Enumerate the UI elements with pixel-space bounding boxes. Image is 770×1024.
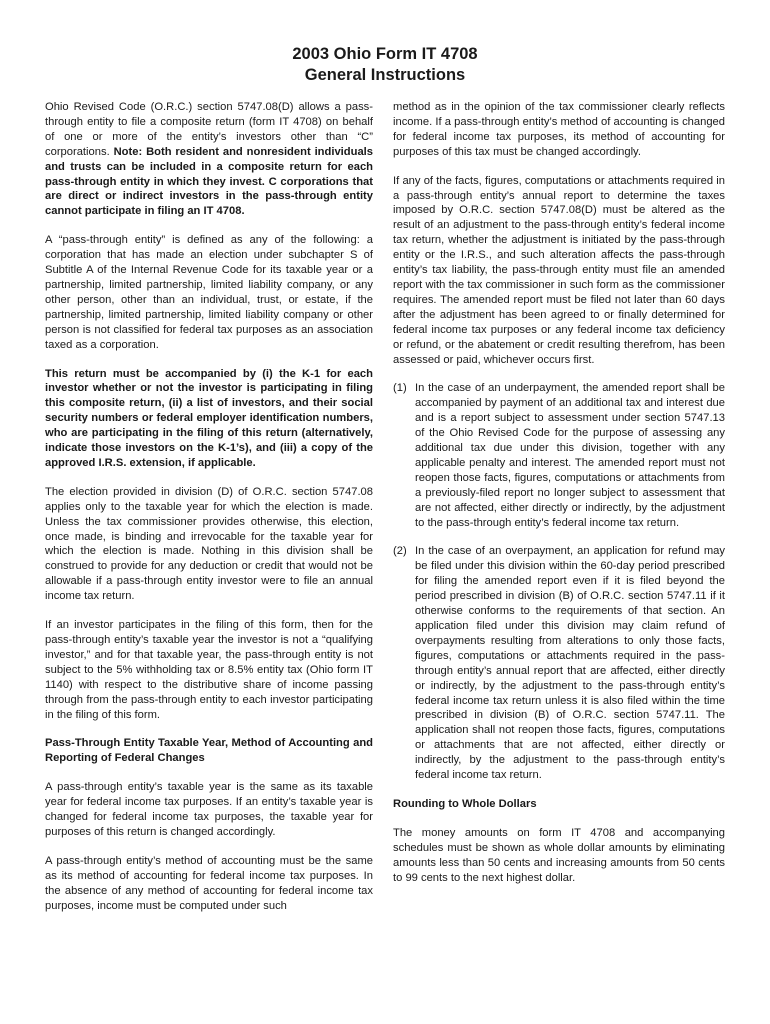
list-number: (1) xyxy=(393,382,407,395)
list-number: (2) xyxy=(393,545,407,558)
paragraph-method-continued: method as in the opinion of the tax commissioner clearly reflects income. If a pass-through entity’s method of accounting is changed for federal income tax purposes, its method of accounting for purposes of this tax must be changed accordingly. xyxy=(393,101,725,158)
paragraph-note: Note: Both resident and nonresident individuals and trusts can be included in a composite return for each pass-through entity in which they invest. C corporations that are direct or indirect investors in the pass-through entity cannot participate in filing an IT 4708. xyxy=(45,145,374,218)
list-item-underpayment xyxy=(393,381,725,530)
paragraph-qualifying-investor: If an investor participates in the filing of this form, then for the pass-through entity’s taxable year the investor is not a “qualifying investor,” and for that taxable year, the pass-through entity is not subject to the 5% withholding tax or 8.5% entity tax (Ohio form IT 1140) with respect to the distributive share of income passing through from the pass-through entity to each investor participating in the filing of this form. xyxy=(45,619,373,721)
paragraph-required-attachments: This return must be accompanied by (i) the K-1 for each investor whether or not the investor is participating in filing this composite return, (ii) a list of investors, and their social security numbers or federal employer identification numbers, who are participating in the filing of this return (alternatively, indicate those investors on the K-1’s), and (iii) a copy of the approved I.R.S. extension, if applicable. xyxy=(45,367,373,469)
section-heading-rounding: Rounding to Whole Dollars xyxy=(393,797,537,810)
paragraph-taxable-year: A pass-through entity’s taxable year is the same as its taxable year for federal income tax purposes. If an entity’s taxable year is changed for federal income tax purposes, the taxable year for purposes of this return is changed accordingly. xyxy=(45,781,373,838)
paragraph-amended-report: If any of the facts, figures, computations or attachments required in a pass-through entity’s annual report to determine the taxes imposed by O.R.C. section 5747.08(D) must be altered as the result of an adjustment to the pass-through entity’s federal income tax return, whether the adjustment is initiated by the pass-through entity or the I.R.S., and such alteration affects the pass-through entity’s tax liability, the pass-through entity must file an amended report with the tax commissioner in such form as the commissioner requires. The amended report must be filed not later than 60 days after the adjustment has been agreed to or finally determined for federal income tax purposes or any federal income tax deficiency or refund, or the abatement or credit resulting therefrom, has been assessed or paid, whichever occurs first. xyxy=(393,174,725,366)
list-item-text: In the case of an overpayment, an application for refund may be filed under this division within the 60-day period prescribed for filing the amended report even if it is filed beyond the period prescribed in division (B) of O.R.C. section 5747.11 if it otherwise conforms to the requirements of that section. An application filed under this division may claim refund of overpayments resulting from alterations to only those facts, figures, computations or attachments required in the pass-through entity’s annual report that are affected, either directly or indirectly, by the adjustment to the pass-through entity’s federal income tax return unless it is also filed within the time prescribed in division (B) of O.R.C. section 5747.11. The application shall not reopen those facts, figures, computations or attachments that are not affected, either directly or indirectly, by the adjustment to the pass-through entity’s federal income tax return. xyxy=(415,545,725,782)
left-column xyxy=(45,100,373,928)
paragraph-method-of-accounting: A pass-through entity’s method of accounting must be the same as its method of accounting for federal income tax purposes. In the absence of any method of accounting for federal income tax purposes, income must be computed under such xyxy=(45,854,373,912)
list-item-overpayment xyxy=(393,544,725,783)
paragraph-rounding: The money amounts on form IT 4708 and accompanying schedules must be shown as whole dollar amounts by eliminating amounts less than 50 cents and increasing amounts from 50 cents to 99 cents to the next highest dollar. xyxy=(393,826,725,884)
paragraph-pass-through-definition: A “pass-through entity” is defined as any of the following: a corporation that has made an election under subchapter S of Subtitle A of the Internal Revenue Code for its taxable year or a partnership, limited partnership, limited liability company, or any other person, other than an individual, trust, or estate, if the partnership, limited partnership, limited liability company or other person is not classified for federal tax purposes as an association taxed as a corporation. xyxy=(45,234,373,351)
title-line-1: 2003 Ohio Form IT 4708 xyxy=(292,45,478,63)
right-column xyxy=(393,100,725,900)
list-item-text: In the case of an underpayment, the amended report shall be accompanied by payment of an additional tax and interest due and is a report subject to assessment under section 5747.13 of the Ohio Revised Code for the purpose of assessing any additional tax due under this division, together with any applicable penalty and interest. The amended report must not reopen those facts, figures, computations or attachments from a previously-filed report no longer subject to assessment that are not affected, either directly or indirectly, by the adjustment to the pass-through entity’s federal income tax return. xyxy=(415,382,725,529)
page-title xyxy=(0,44,770,86)
title-line-2: General Instructions xyxy=(304,66,466,84)
paragraph-text: Ohio Revised Code (O.R.C.) section 5747.08(D) allows a pass-through entity to file a composite return (form IT 4708) on behalf of one or more of the entity’s investors other than “C” corporations. xyxy=(45,101,373,158)
paragraph-election: The election provided in division (D) of O.R.C. section 5747.08 applies only to the taxable year for which the election is made. Unless the tax commissioner provides otherwise, this election, once made, is binding and irrevocable for the taxable year for which the election is made. Nothing in this division shall be construed to provide for any deduction or credit that would not be allowable if a pass-through entity investor were to file an annual income tax return. xyxy=(45,485,373,603)
paragraph-composite-return xyxy=(45,100,373,219)
section-heading-taxable-year: Pass-Through Entity Taxable Year, Method of Accounting and Reporting of Federal Changes xyxy=(45,737,373,765)
